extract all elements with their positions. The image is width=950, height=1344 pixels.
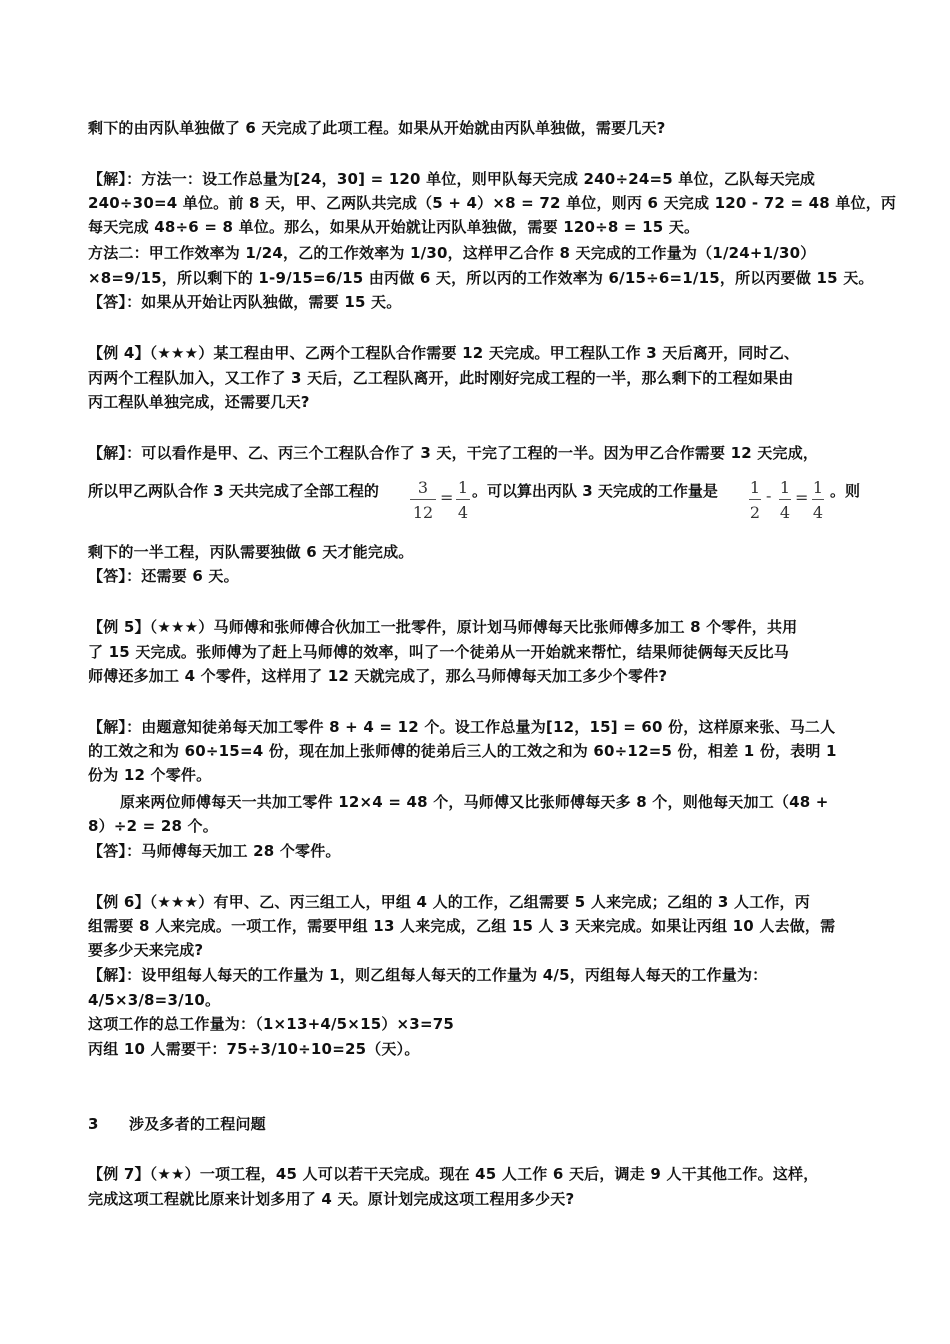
solution-line: 240÷30=4 单位。前 8 天，甲、乙两队共完成（5 + 4）×8 = 72 单位，则丙 6 天完成 120 - 72 = 48 单位，丙: [88, 194, 897, 212]
fraction-denominator: 4: [812, 503, 824, 522]
example-4-line: 【例 4】（★★★）某工程由甲、乙两个工程队合作需要 12 天完成。甲工程队工作 3 天后离开，同时乙、: [88, 344, 800, 362]
fraction-numerator: 1: [749, 478, 761, 497]
example-4-line: 丙两个工程队加入，又工作了 3 天后，乙工程队离开，此时刚好完成工程的一半，那么剩下的工程如果由: [88, 369, 794, 387]
solution-line-part: 所以甲乙两队合作 3 天共完成了全部工程的: [88, 482, 379, 500]
minus-sign: -: [766, 486, 772, 505]
example-7-line: 完成这项工程就比原来计划多用了 4 天。原计划完成这项工程用多少天?: [88, 1190, 575, 1208]
solution-line: 【解】：由题意知徒弟每天加工零件 8 + 4 = 12 个。设工作总量为[12，15] = 60 份，这样原来张、马二人: [88, 718, 836, 736]
fraction-numerator: 3: [417, 478, 429, 497]
solution-line-part: 。可以算出丙队 3 天完成的工作量是: [472, 482, 718, 500]
fraction-numerator: 1: [457, 478, 469, 497]
fraction-3-12: [410, 478, 436, 522]
solution-line: 方法二：甲工作效率为 1/24，乙的工作效率为 1/30，这样甲乙合作 8 天完成的工作量为（1/24+1/30）: [88, 244, 816, 262]
example-6-line: 要多少天来完成?: [88, 941, 204, 959]
fraction-1-4: [456, 478, 470, 522]
fraction-denominator: 4: [779, 503, 791, 522]
fraction-bar: [779, 499, 791, 500]
solution-line: 每天完成 48÷6 = 8 单位。那么，如果从开始就让丙队单独做，需要 120÷8 = 15 天。: [88, 218, 700, 236]
fraction-1-4: [812, 478, 824, 522]
fraction-bar: [749, 499, 761, 500]
fraction-denominator: 12: [412, 503, 434, 522]
solution-line: 的工效之和为 60÷15=4 份，现在加上张师傅的徒弟后三人的工效之和为 60÷12=5 份，相差 1 份，表明 1: [88, 742, 837, 760]
solution-line: 4/5×3/8=3/10。: [88, 991, 221, 1009]
example-5-line: 了 15 天完成。张师傅为了赶上马师傅的效率，叫了一个徒弟从一开始就来帮忙，结果师徒俩每天反比马: [88, 643, 789, 661]
example-5-line: 师傅还多加工 4 个零件，这样用了 12 天就完成了，那么马师傅每天加工多少个零件?: [88, 667, 668, 685]
example-6-line: 【例 6】（★★★）有甲、乙、丙三组工人，甲组 4 人的工作，乙组需要 5 人来完成；乙组的 3 人工作，丙: [88, 893, 810, 911]
example-4-line: 丙工程队单独完成，还需要几天?: [88, 393, 310, 411]
solution-line-part: 。则: [830, 482, 861, 500]
example-6-line: 组需要 8 人来完成。一项工作，需要甲组 13 人来完成，乙组 15 人 3 天来完成。如果让丙组 10 人去做，需: [88, 917, 836, 935]
solution-line: 剩下的一半工程，丙队需要独做 6 天才能完成。: [88, 543, 414, 561]
answer-line: 【答】：如果从开始让丙队独做，需要 15 天。: [88, 293, 402, 311]
fraction-1-2: [749, 478, 761, 522]
solution-line: 【解】：设甲组每人每天的工作量为 1，则乙组每人每天的工作量为 4/5，丙组每人每天的工作量为：: [88, 966, 768, 984]
solution-line: 这项工作的总工作量为：（1×13+4/5×15）×3=75: [88, 1015, 454, 1033]
section-heading: 3 涉及多者的工程问题: [88, 1115, 266, 1133]
fraction-bar: [812, 499, 824, 500]
solution-line: 原来两位师傅每天一共加工零件 12×4 = 48 个，马师傅又比张师傅每天多 8 个，则他每天加工（48 +: [120, 793, 829, 811]
solution-line: 【解】：方法一：设工作总量为[24，30] = 120 单位，则甲队每天完成 240÷24=5 单位，乙队每天完成: [88, 170, 816, 188]
example-7-line: 【例 7】（★★）一项工程，45 人可以若干天完成。现在 45 人工作 6 天后，调走 9 人干其他工作。这样，: [88, 1165, 819, 1183]
solution-line: 丙组 10 人需要干：75÷3/10÷10=25（天）。: [88, 1040, 420, 1058]
text-line: 剩下的由丙队单独做了 6 天完成了此项工程。如果从开始就由丙队单独做，需要几天?: [88, 119, 666, 137]
fraction-1-4: [779, 478, 791, 522]
solution-line: 【解】：可以看作是甲、乙、丙三个工程队合作了 3 天，干完了工程的一半。因为甲乙合作需要 12 天完成，: [88, 444, 819, 462]
example-5-line: 【例 5】（★★★）马师傅和张师傅合伙加工一批零件，原计划马师傅每天比张师傅多加工 8 个零件，共用: [88, 618, 798, 636]
fraction-bar: [410, 499, 436, 500]
equals-sign: =: [440, 488, 454, 507]
fraction-denominator: 2: [749, 503, 761, 522]
fraction-numerator: 1: [812, 478, 824, 497]
answer-line: 【答】：还需要 6 天。: [88, 567, 239, 585]
solution-line: 份为 12 个零件。: [88, 766, 212, 784]
equals-sign: =: [795, 488, 809, 507]
solution-line: ×8=9/15，所以剩下的 1-9/15=6/15 由丙做 6 天，所以丙的工作效率为 6/15÷6=1/15，所以丙要做 15 天。: [88, 269, 874, 287]
fraction-denominator: 4: [457, 503, 469, 522]
answer-line: 【答】：马师傅每天加工 28 个零件。: [88, 842, 341, 860]
fraction-bar: [456, 499, 470, 500]
solution-line: 8）÷2 = 28 个。: [88, 817, 218, 835]
fraction-numerator: 1: [779, 478, 791, 497]
